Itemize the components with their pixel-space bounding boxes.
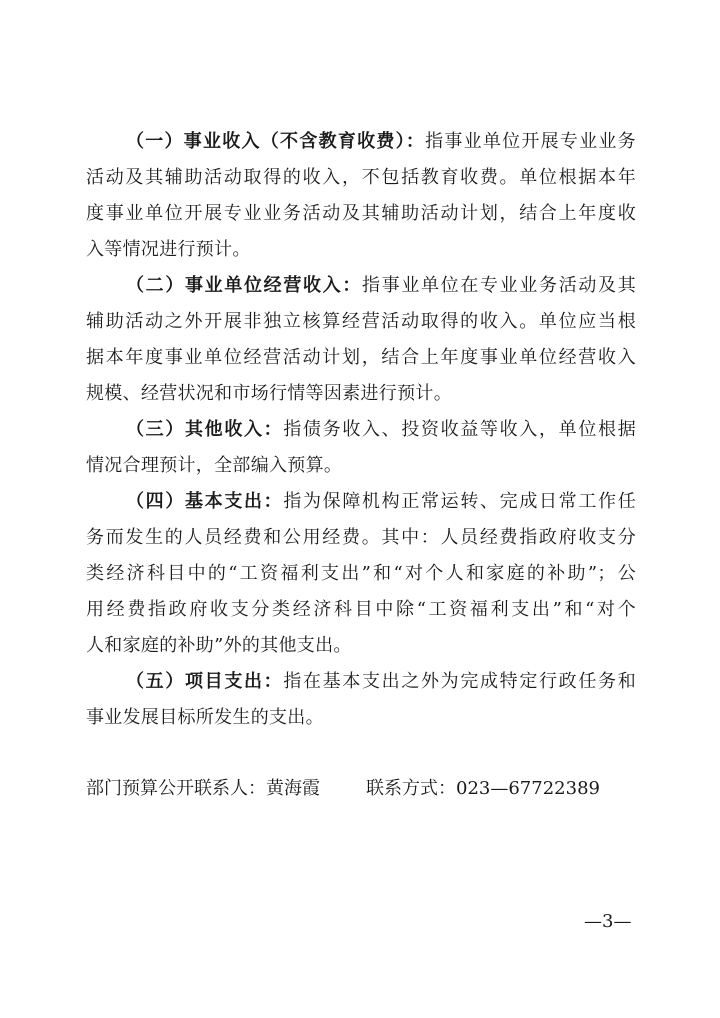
section-1-line-1 bbox=[126, 127, 636, 157]
section-2-text: 指事业单位在专业业务活动及其 bbox=[362, 275, 636, 296]
section-3-line-1 bbox=[126, 415, 636, 445]
section-5-line-2: 事业发展目标所发生的支出。 bbox=[86, 707, 324, 728]
section-1-line-4: 入等情况进行预计。 bbox=[86, 239, 251, 260]
section-3-heading: （三）其他收入： bbox=[126, 419, 284, 440]
section-1-heading: （一）事业收入（不含教育收费）： bbox=[126, 131, 426, 152]
section-2-line-2: 辅助活动之外开展非独立核算经营活动取得的收入。单位应当根 bbox=[86, 311, 636, 332]
section-2-line-1 bbox=[126, 271, 636, 301]
section-4-line-3: 类经济科目中的“工资福利支出”和“对个人和家庭的补助”；公 bbox=[86, 563, 636, 584]
section-2-line-4: 规模、经营状况和市场行情等因素进行预计。 bbox=[86, 383, 452, 404]
section-3-text: 指债务收入、投资收益等收入，单位根据 bbox=[283, 419, 636, 440]
contact-person: 部门预算公开联系人：黄海霞 bbox=[86, 778, 320, 799]
contact-method: 联系方式：023—67722389 bbox=[366, 778, 600, 799]
section-4-line-1 bbox=[126, 487, 636, 517]
section-5-heading: （五）项目支出： bbox=[126, 671, 284, 692]
section-4-line-2: 务而发生的人员经费和公用经费。其中：人员经费指政府收支分 bbox=[86, 527, 636, 548]
section-1-line-2: 活动及其辅助活动取得的收入，不包括教育收费。单位根据本年 bbox=[86, 167, 636, 188]
section-4-line-4: 用经费指政府收支分类经济科目中除“工资福利支出”和“对个 bbox=[86, 599, 636, 620]
section-1-line-3: 度事业单位开展专业业务活动及其辅助活动计划，结合上年度收 bbox=[86, 203, 636, 224]
section-4-heading: （四）基本支出： bbox=[126, 491, 284, 512]
page-number: —3— bbox=[584, 911, 632, 932]
section-5-text: 指在基本支出之外为完成特定行政任务和 bbox=[283, 671, 636, 692]
section-1-text: 指事业单位开展专业业务 bbox=[425, 131, 636, 152]
section-5-line-1 bbox=[126, 667, 636, 697]
section-2-line-3: 据本年度事业单位经营活动计划，结合上年度事业单位经营收入 bbox=[86, 347, 636, 368]
section-4-line-5: 人和家庭的补助”外的其他支出。 bbox=[86, 635, 352, 656]
contact-line bbox=[86, 774, 600, 804]
section-2-heading: （二）事业单位经营收入： bbox=[126, 275, 363, 296]
section-3-line-2: 情况合理预计，全部编入预算。 bbox=[86, 455, 343, 476]
section-4-text: 指为保障机构正常运转、完成日常工作任 bbox=[283, 491, 636, 512]
